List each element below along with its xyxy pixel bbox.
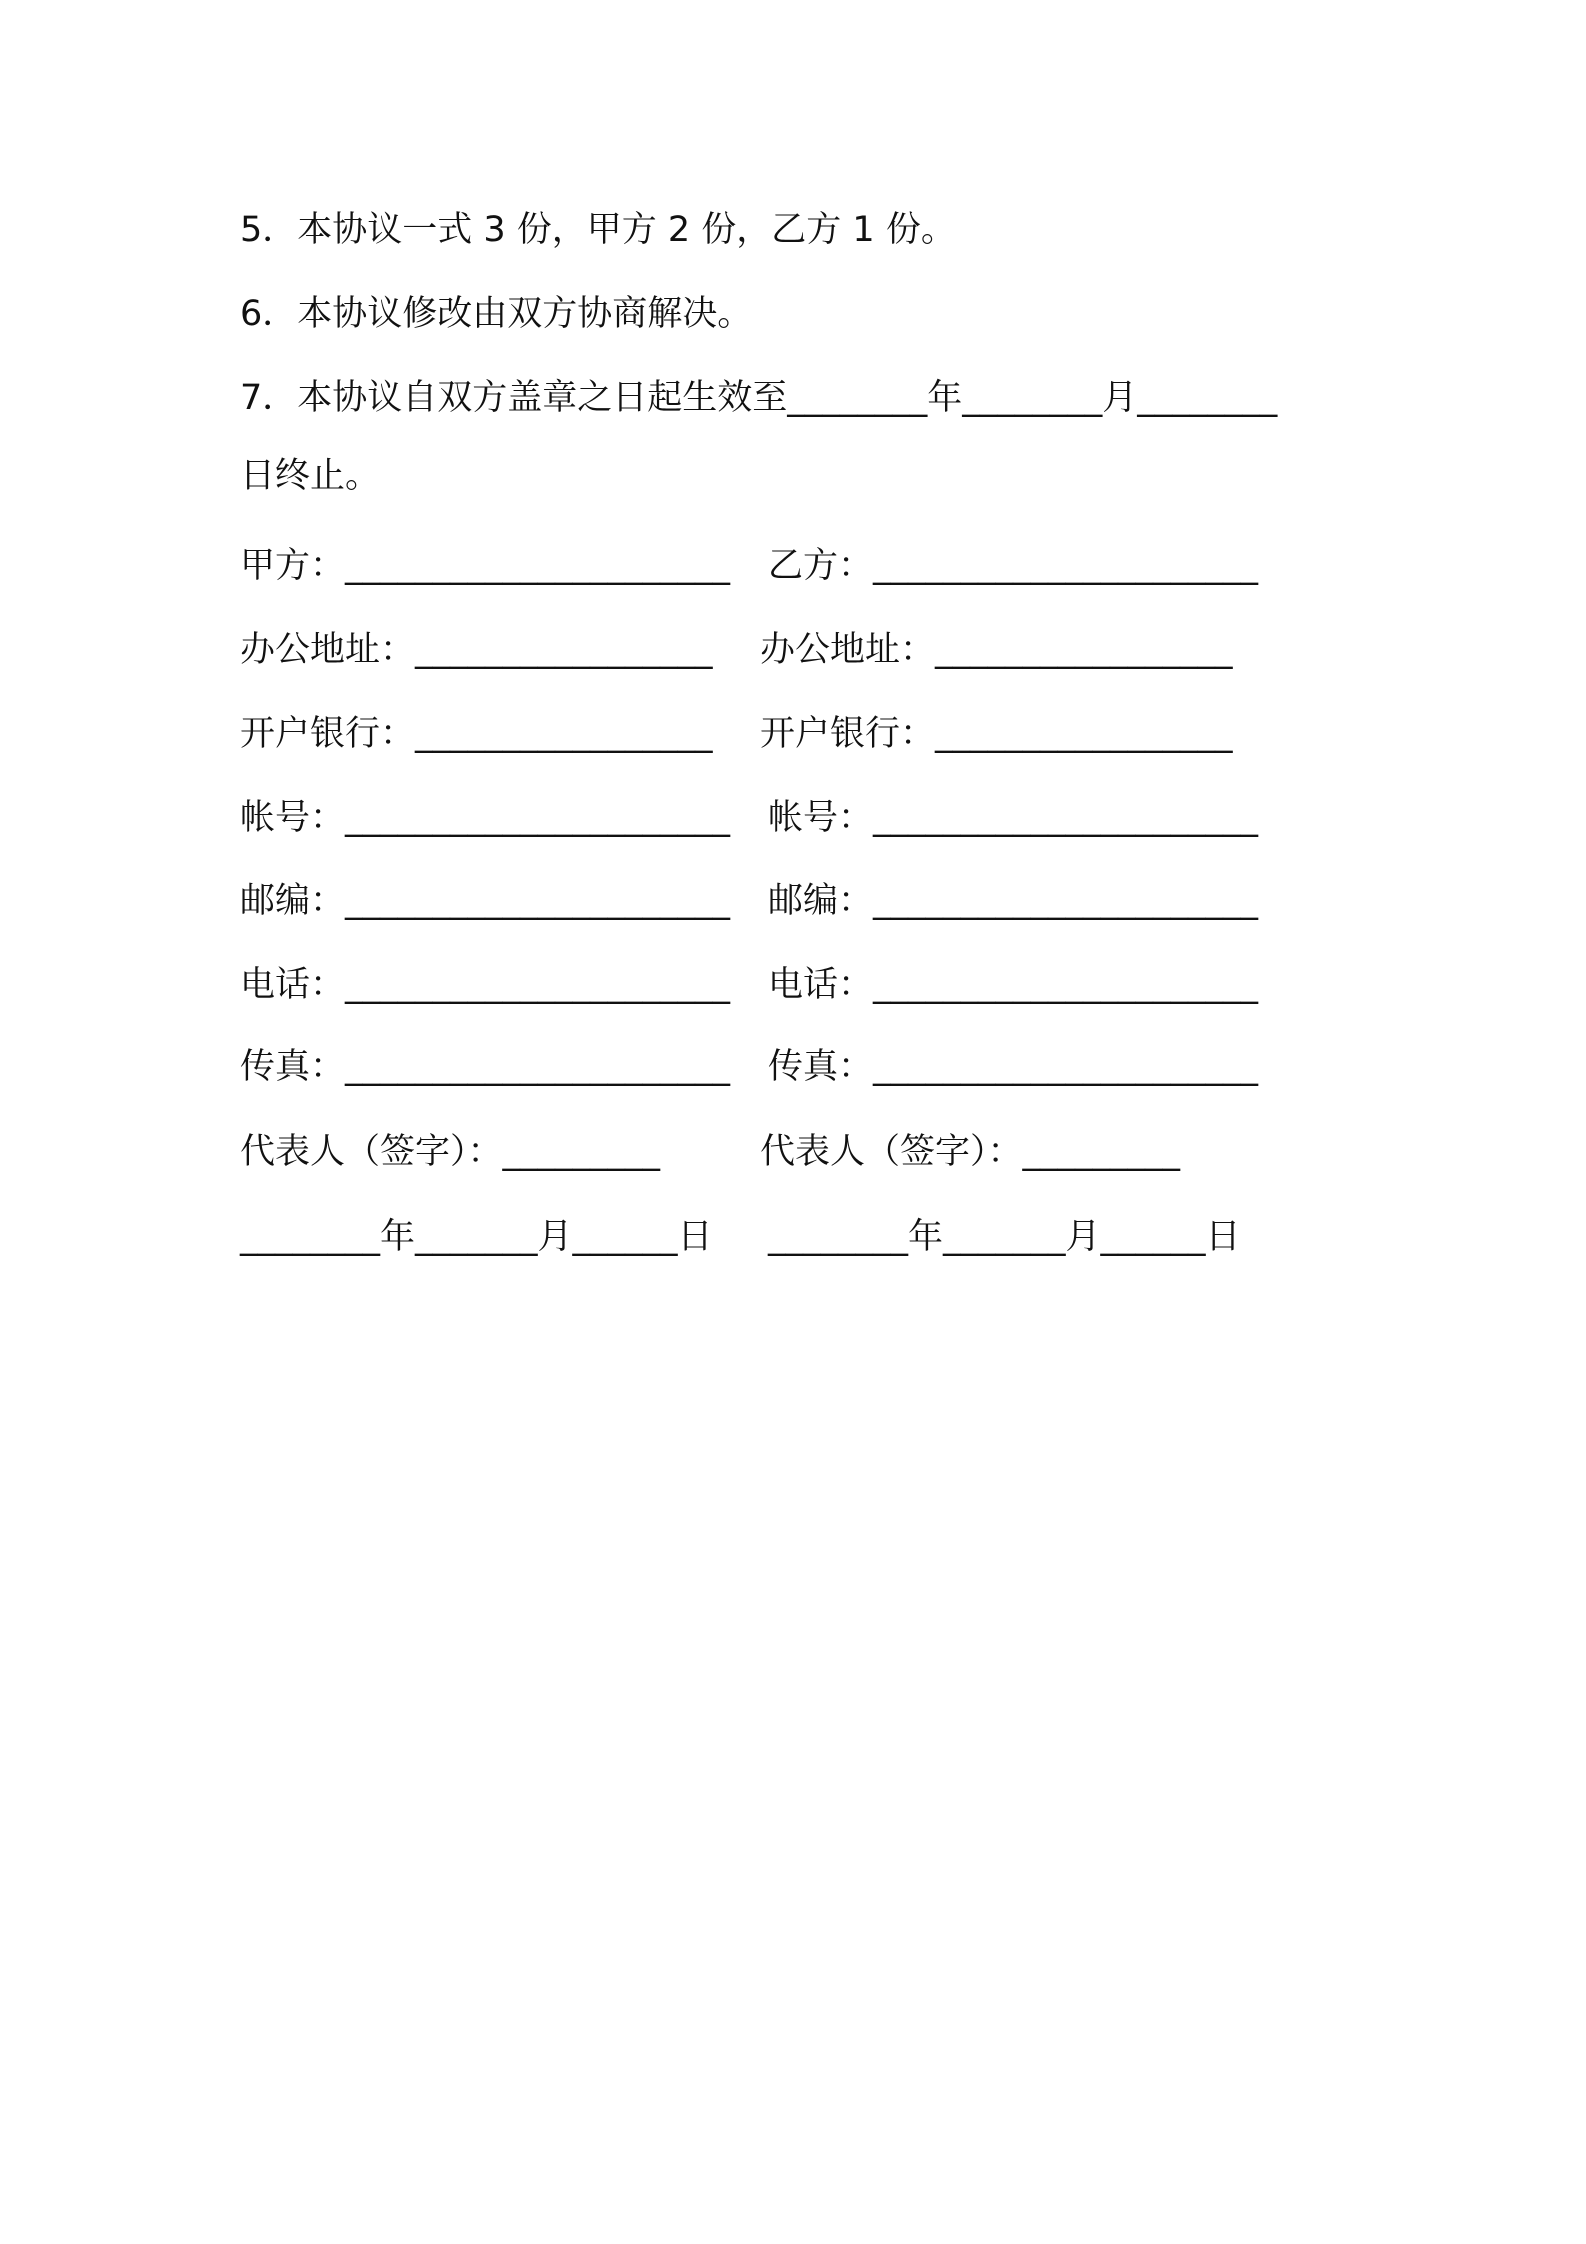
party-b-name-field: 乙方：______________________ bbox=[768, 546, 1259, 586]
party-a-postcode-field: 邮编：______________________ bbox=[240, 881, 731, 921]
party-b-date-field: ________年_______月______日 bbox=[768, 1217, 1241, 1257]
clause-7: 7．本协议自双方盖章之日起生效至________年________月________ bbox=[240, 378, 1278, 418]
party-a-phone-field: 电话：______________________ bbox=[240, 965, 731, 1005]
party-b-phone-field: 电话：______________________ bbox=[768, 965, 1259, 1005]
party-b-postcode-field: 邮编：______________________ bbox=[768, 881, 1259, 921]
clause-7-continuation: 日终止。 bbox=[240, 456, 381, 496]
party-b-address-field: 办公地址：_________________ bbox=[760, 630, 1233, 670]
party-b-account-field: 帐号：______________________ bbox=[768, 798, 1259, 838]
party-b-bank-field: 开户银行：_________________ bbox=[760, 714, 1233, 754]
party-a-name-field: 甲方：______________________ bbox=[240, 546, 731, 586]
clause-6: 6．本协议修改由双方协商解决。 bbox=[240, 294, 753, 334]
party-a-date-field: ________年_______月______日 bbox=[240, 1217, 713, 1257]
party-a-address-field: 办公地址：_________________ bbox=[240, 630, 713, 670]
party-b-representative-field: 代表人（签字）：_________ bbox=[760, 1132, 1181, 1172]
clause-5: 5．本协议一式 3 份，甲方 2 份，乙方 1 份。 bbox=[240, 210, 956, 250]
party-a-bank-field: 开户银行：_________________ bbox=[240, 714, 713, 754]
party-a-fax-field: 传真：______________________ bbox=[240, 1047, 731, 1087]
party-b-fax-field: 传真：______________________ bbox=[768, 1047, 1259, 1087]
party-a-representative-field: 代表人（签字）：_________ bbox=[240, 1132, 661, 1172]
party-a-account-field: 帐号：______________________ bbox=[240, 798, 731, 838]
